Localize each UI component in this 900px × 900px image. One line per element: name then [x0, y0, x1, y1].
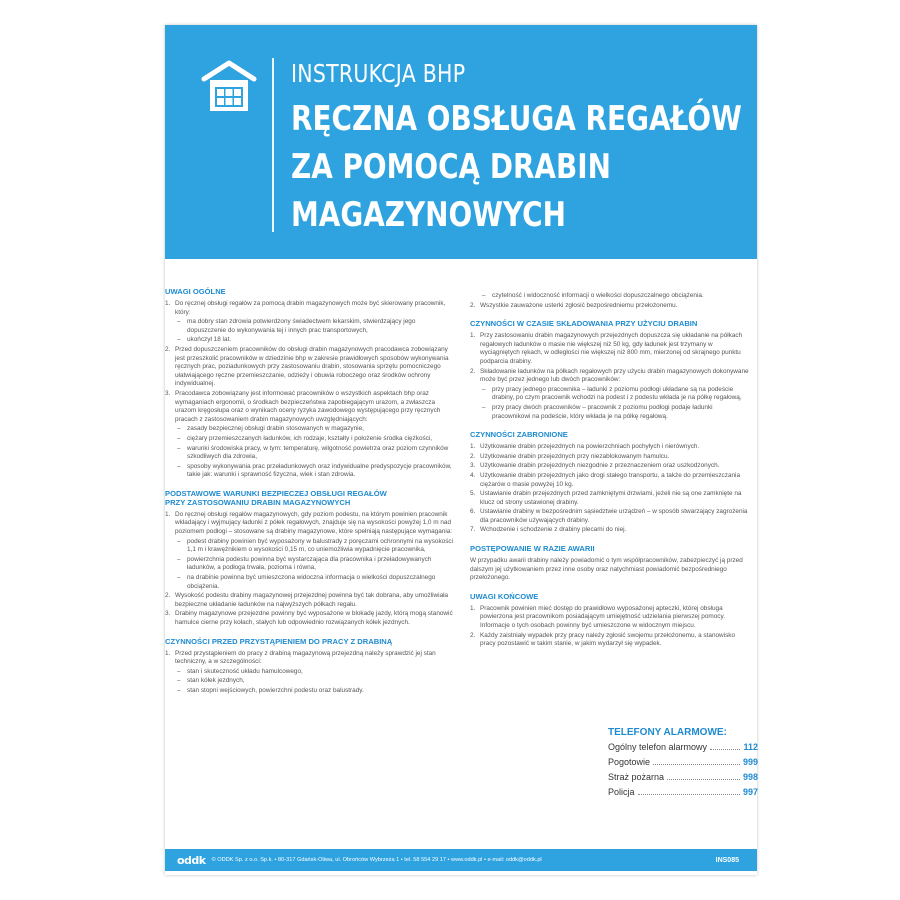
title-line: MAGAZYNOWYCH	[291, 195, 566, 235]
phones-title: TELEFONY ALARMOWE:	[608, 727, 727, 738]
sub-item: – zasady bezpiecznej obsługi drabin stosowanych w magazynie,	[177, 425, 364, 433]
header-divider	[272, 58, 274, 232]
section-during-storage	[470, 319, 752, 421]
phone-row: Ogólny telefon alarmowy 112	[608, 742, 758, 752]
sub-item: – stan i skuteczność układu hamulcowego,	[177, 667, 303, 675]
sub-item: – stan stopni wejściowych, powierzchni podestu oraz balustrady.	[177, 686, 364, 694]
sub-item: – przy pracy jednego pracownika – ładunki z poziomu podłogi układane są na podeście drabiny, po czym pracownik wchodzi na podest i z podestu wkłada je na półkę regałową,	[482, 385, 742, 402]
list-item: 1. Do ręcznej obsługi regałów za pomocą drabin magazynowych może być skierowany pracownik, który:	[165, 300, 446, 316]
sub-item: – czytelność i widoczność informacji o wielkości dopuszczalnego obciążenia.	[482, 292, 704, 299]
phone-row: Policja 997	[608, 787, 758, 797]
section-title: POSTĘPOWANIE W RAZIE AWARII	[470, 544, 595, 554]
sub-item: – ukończył 18 lat.	[177, 336, 232, 344]
list-item: 3. Drabiny magazynowe przejezdne powinny być wyposażone w blokadę jazdy, którą mogą stanowić hamulce ciernе przy kołach, stałych lub odpowiednio rozwiązanych kółek jezdnych.	[165, 610, 453, 626]
list-item: 1. Pracownik powinien mieć dostęp do prawidłowo wyposażonej apteczki, której obsługa powierzona jest pracownikom posiadającym umiejętność udzielania pierwszej pomocy. Informacje o tych osobach powinny być umieszczone w widocznym miejscu.	[470, 604, 725, 630]
list-item: 1. Przy zastosowaniu drabin magazynowych przejezdnych dopuszcza się układanie na półkach regałowych ładunków o masie nie większej niż 50 kg, gdy ładunek jest trzymany w wyciągniętych rękach, w odległości nie większej niż 800 mm, mierzonej od skrajnego punktu podparcia drabiny.	[470, 332, 743, 365]
emergency-phones	[608, 727, 758, 802]
list-item: 3. Użytkowanie drabin przejezdnych niezgodnie z przeznaczeniem oraz uszkodzonych.	[470, 462, 720, 470]
document-kicker: INSTRUKCJA BHP	[291, 59, 466, 88]
section-basic-conditions	[165, 489, 455, 628]
section-title: CZYNNOŚCI PRZED PRZYSTĄPIENIEM DO PRACY Z DRABINĄ	[165, 636, 393, 646]
right-column	[470, 292, 752, 658]
section-general-remarks	[165, 287, 455, 480]
list-item: 2. Przed dopuszczeniem pracowników do obsługi drabin magazynowych pracodawca zobowiązany jest przeszkolić pracowników w dziedzinie bhp w zakresie prawidłowych sposobów wykonywania ręcznych prac, poziadunkowych przy zastosowaniu drabin, stosowania sprzętu pomocniczego ułatwiającego ręczne przemieszczanie, odzieży i obuwia roboczego oraz środków ochrony indywidualnej.	[165, 345, 449, 388]
list-item: 5. Ustawianie drabin przejezdnych przed zamkniętymi drzwiami, jeżeli nie są one zamknięte na klucz od strony ustawionej drabiny.	[470, 490, 742, 506]
phone-row: Pogotowie 999	[608, 757, 758, 767]
sub-item: – warunki środowiska pracy, w tym: temperaturę, wilgotność powietrza oraz poziom czynników szkodliwych dla zdrowia,	[177, 444, 449, 461]
footer-contact: © ODDK Sp. z o.o. Sp.k. • 80-317 Gdańsk-Oliwa, ul. Obrońców Wybrzeża 1 • tel. 58 554 29 17 • www.oddk.pl • e-mail: oddk@oddk.pl	[211, 857, 542, 863]
section-emergency	[470, 544, 752, 583]
section-continued	[470, 292, 752, 310]
section-before-work	[165, 637, 455, 696]
sub-item: – sposoby wykonywania prac przeładunkowych oraz indywidualne predyspozycje pracowników, takie jak: warunki i sprawność fizyczna, wiek i stan zdrowia.	[177, 462, 452, 479]
paragraph: W przypadku awarii drabiny należy powiadomić o tym współpracowników, zabezpieczyć ją przed dalszym jej użytkowaniem przez inne osoby oraz natychmiast powiadomić bezpośredniego przełożonego.	[470, 557, 743, 582]
list-item: 3. Pracodawca zobowiązany jest informować pracowników o wszystkich aspektach bhp oraz wymaganiach ergonomii, o środkach bezpieczeństwa zapobiegającym urazom, a zwłaszcza urazom kręgosłupa oraz o wynikach oceny ryzyka zawodowego występującego przy ręcznych pracach z zastosowaniem drabin magazynowych uwzględniających:	[165, 389, 441, 423]
sub-item: – stan kółek jezdnych,	[177, 677, 245, 685]
list-item: 2. Wszystkie zauważone usterki zgłosić bezpośredniemu przełożonemu.	[470, 301, 678, 309]
section-title: CZYNNOŚCI ZABRONIONE	[470, 430, 568, 440]
list-item: 1. Przed przystąpieniem do pracy z drabiną magazynową przejezdną należy sprawdzić jej stan techniczny, a w szczególności:	[165, 649, 436, 666]
section-title: UWAGI KOŃCOWE	[470, 591, 539, 601]
oddk-logo: oddk	[177, 853, 206, 867]
list-item: 6. Ustawianie drabiny w bezpośrednim sąsiedztwie urządzeń – w sposób stwarzający zagrożenia dla pracowników używających drabiny.	[470, 508, 748, 524]
section-title: UWAGI OGÓLNE	[165, 287, 226, 296]
list-item: 1. Do ręcznej obsługi regałów magazynowych, gdy poziom podestu, na którym powinien pracownik wkładający i wyjmujący ładunki z półek regałowych, znajduje się na wysokości powyżej 1,0 m nad poziomem podłogi – stosowane są drabiny magazynowe, które spełniają następujące wymagania:	[165, 510, 453, 536]
list-item: 2. Każdy zaistniały wypadek przy pracy należy zgłosić swojemu przełożonemu, a stanowisko pracy pozostawić w takim stanie, w jakim wydarzył się wypadek.	[470, 631, 736, 648]
warehouse-icon	[200, 57, 258, 115]
sub-item: – ciężary przemieszczanych ładunków, ich rodzaje, kształty i położenie środka ciężkości,	[177, 434, 433, 442]
left-column	[165, 287, 455, 705]
section-title: CZYNNOŚCI W CZASIE SKŁADOWANIA PRZY UŻYCIU DRABIN	[470, 319, 698, 329]
section-prohibited	[470, 430, 752, 535]
section-title: PODSTAWOWE WARUNKI BEZPIECZEJ OBSŁUGI REGAŁÓW PRZY ZASTOSOWANIU DRABIN MAGAZYNOWYCH	[165, 488, 387, 507]
document-title	[291, 95, 742, 239]
title-line: ZA POMOCĄ DRABIN	[291, 147, 611, 187]
sub-item: – powierzchnia podestu powinna być wystarczająca dla pracownika i przeładowywanych ładunków, a podłoga trwała, pozioma i równa,	[177, 555, 432, 572]
header-banner	[165, 25, 757, 259]
instruction-sheet	[165, 25, 757, 875]
document-code: INS085	[715, 856, 739, 864]
section-final-remarks	[470, 592, 752, 649]
sub-item: – podest drabiny powinien być wyposażony w balustrady z poręczami ochronnymi na wysokości 1,1 m i krawężnikiem o wysokości 0,15 m, co uniemożliwia wypadnięcie pracownika,	[177, 537, 454, 554]
list-item: 2. Użytkowanie drabin przejezdnych przy niezablokowanym hamulcu.	[470, 452, 670, 460]
list-item: 7. Wchodzenie i schodzenie z drabiny plecami do niej.	[470, 526, 627, 534]
list-item: 2. Składowanie ładunków na półkach regałowych przy użyciu drabin magazynowych dokonywane może być przez jednego lub dwóch pracowników:	[470, 367, 749, 384]
phone-row: Straż pożarna 998	[608, 772, 758, 782]
title-line: RĘCZNA OBSŁUGA REGAŁÓW	[291, 99, 742, 139]
sub-item: – na drabinie powinna być umieszczona widoczna informacja o wielkości dopuszczalnego obciążenia.	[177, 574, 436, 590]
list-item: 4. Użytkowanie drabin przejezdnych jako drogi stałego transportu, a także do przemieszczania ciężarów o masie powyżej 10 kg.	[470, 471, 741, 488]
list-item: 1. Użytkowanie drabin przejezdnych na powierzchniach pochyłych i nierównych.	[470, 443, 700, 451]
sub-item: – ma dobry stan zdrowia potwierdzony świadectwem lekarskim, stwierdzający jego dopuszczenie do wykonywania tej i innych prac transportowych,	[177, 318, 416, 334]
footer-bar	[165, 849, 757, 871]
list-item: 2. Wysokość podestu drabiny magazynowej przejezdnej powinna być tak dobrana, aby umożliwiała bezpieczne układanie ładunków na najwyższych półkach regału.	[165, 592, 449, 608]
sub-item: – przy pracy dwóch pracowników – pracownik z poziomu podłogi podaje ładunki pracownikowi na podeście, który wkłada je na półkę regałową.	[482, 403, 713, 420]
